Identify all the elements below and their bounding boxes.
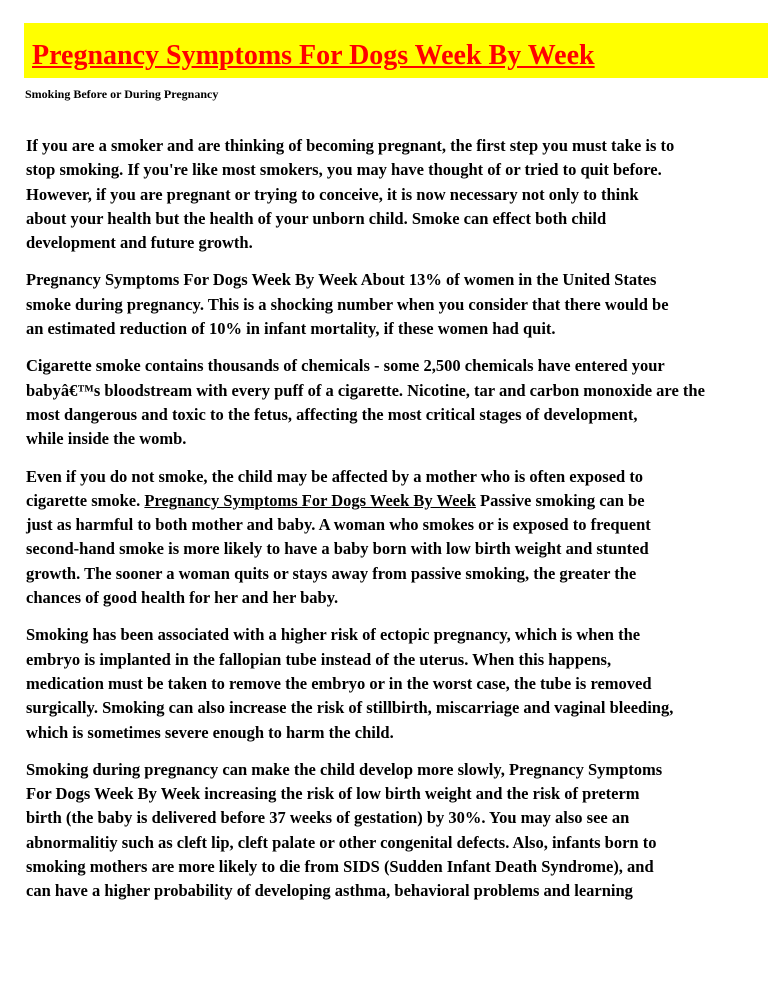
title-banner: [24, 23, 768, 78]
text-line: growth. The sooner a woman quits or stays away from passive smoking, the greater the: [26, 563, 637, 583]
text-line: an estimated reduction of 10% in infant mortality, if these women had quit.: [26, 319, 556, 339]
text-line: Smoking has been associated with a higher risk of ectopic pregnancy, which is when the: [26, 625, 641, 645]
text-line: while inside the womb.: [26, 429, 187, 449]
text-line: Even if you do not smoke, the child may be affected by a mother who is often exposed to: [26, 466, 644, 486]
section-subtitle: Smoking Before or During Pregnancy: [25, 87, 219, 101]
page-title: Pregnancy Symptoms For Dogs Week By Week: [32, 40, 595, 71]
text-line: Pregnancy Symptoms For Dogs Week By Week About 13% of women in the United States: [26, 270, 657, 290]
text-line: smoke during pregnancy. This is a shocking number when you consider that there would be: [26, 294, 669, 314]
text-line: chances of good health for her and her baby.: [26, 588, 339, 608]
text-line: birth (the baby is delivered before 37 weeks of gestation) by 30%. You may also see an: [26, 808, 630, 828]
text-line: most dangerous and toxic to the fetus, affecting the most critical stages of development,: [26, 404, 638, 424]
inline-title-link[interactable]: Pregnancy Symptoms For Dogs Week By Week: [144, 490, 476, 510]
text-fragment: cigarette smoke.: [26, 490, 145, 510]
paragraph-2: [26, 268, 768, 341]
text-line: development and future growth.: [26, 233, 253, 253]
text-line: babyâ€™s bloodstream with every puff of a cigarette. Nicotine, tar and carbon monoxide are the: [26, 380, 705, 400]
text-line: For Dogs Week By Week increasing the risk of low birth weight and the risk of preterm: [26, 784, 640, 804]
text-line: smoking mothers are more likely to die from SIDS (Sudden Infant Death Syndrome), and: [26, 857, 654, 877]
text-line: Cigarette smoke contains thousands of chemicals - some 2,500 chemicals have entered your: [26, 356, 665, 376]
text-line: which is sometimes severe enough to harm the child.: [26, 722, 394, 742]
text-line: just as harmful to both mother and baby. A woman who smokes or is exposed to frequent: [26, 515, 651, 535]
text-line: can have a higher probability of developing asthma, behavioral problems and learning: [26, 881, 633, 901]
text-line: second-hand smoke is more likely to have a baby born with low birth weight and stunted: [26, 539, 649, 559]
text-line: If you are a smoker and are thinking of becoming pregnant, the first step you must take is to: [26, 136, 675, 155]
text-line: abnormalitiy such as cleft lip, cleft palate or other congenital defects. Also, infants born to: [26, 832, 657, 852]
text-line: However, if you are pregnant or trying to conceive, it is now necessary not only to think: [26, 184, 639, 204]
paragraph-1: [26, 134, 768, 255]
text-line: stop smoking. If you're like most smokers, you may have thought of or tried to quit before.: [26, 160, 662, 180]
text-line: Smoking during pregnancy can make the child develop more slowly, Pregnancy Symptoms: [26, 759, 663, 779]
text-line: embryo is implanted in the fallopian tube instead of the uterus. When this happens,: [26, 649, 612, 669]
text-line-with-link: [26, 489, 768, 513]
text-line: medication must be taken to remove the embryo or in the worst case, the tube is removed: [26, 673, 652, 693]
article-body: [26, 134, 768, 917]
paragraph-4: [26, 465, 768, 611]
text-line: surgically. Smoking can also increase the risk of stillbirth, miscarriage and vaginal bleeding,: [26, 698, 674, 718]
paragraph-5: [26, 623, 768, 744]
paragraph-6: [26, 758, 768, 904]
text-fragment: Passive smoking can be: [475, 490, 645, 510]
paragraph-3: [26, 354, 768, 451]
text-line: about your health but the health of your unborn child. Smoke can effect both child: [26, 208, 607, 228]
